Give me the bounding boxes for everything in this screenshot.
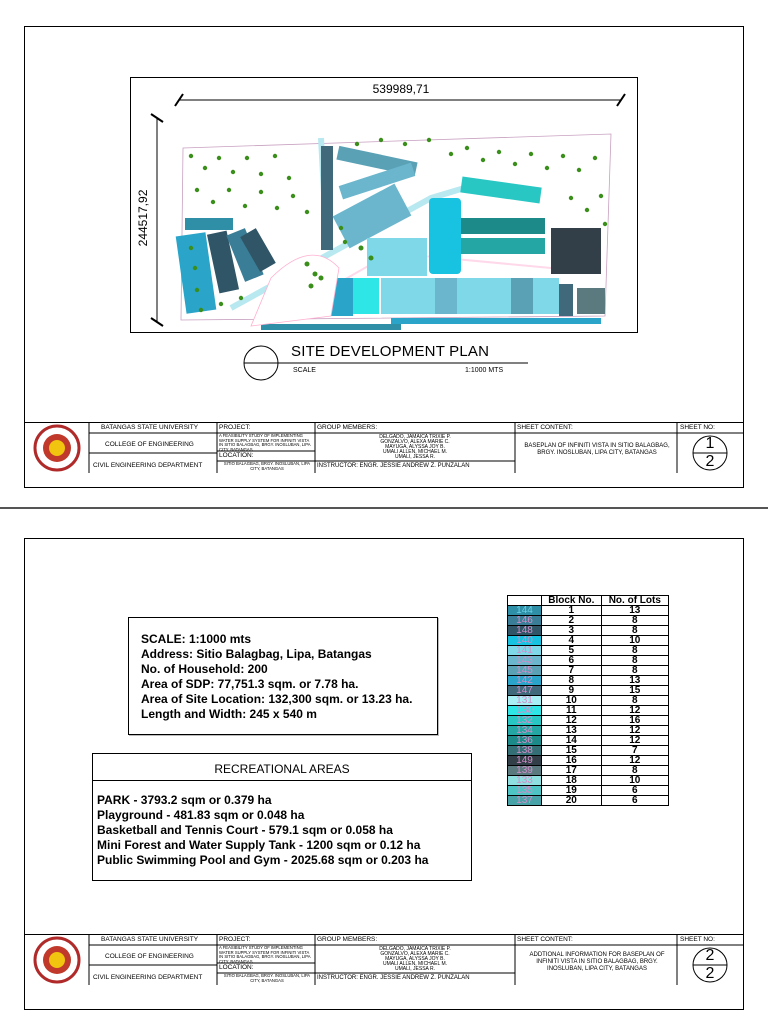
info-area-sdp: Area of SDP: 77,751.3 sqm. or 7.78 ha. — [141, 677, 359, 691]
block-number: 8 — [542, 676, 602, 686]
university-seal — [35, 426, 79, 470]
university-seal — [35, 938, 79, 982]
block-number: 13 — [542, 726, 602, 736]
block-color-swatch: 144 — [508, 606, 542, 616]
sheet-1-frame — [24, 26, 744, 488]
block-lots-table — [507, 595, 669, 806]
lot-count: 8 — [601, 646, 668, 656]
plan-title: SITE DEVELOPMENT PLAN — [291, 343, 490, 360]
member-1: DELGADO, JAMAICA TRIXIE P. — [379, 434, 451, 440]
member-3: MAYUGA, ALYSSA JOY B. — [385, 956, 445, 962]
block-row — [508, 796, 669, 806]
block-color-swatch: 132 — [508, 716, 542, 726]
lot-count: 8 — [601, 626, 668, 636]
scale-value: 1:1000 MTS — [465, 367, 504, 374]
block-number: 1 — [542, 606, 602, 616]
lot-count: 10 — [601, 776, 668, 786]
title-block — [25, 422, 743, 473]
info-area-site: Area of Site Location: 132,300 sqm. or 13.23 ha. — [141, 692, 413, 706]
member-5: UMALI, JESSA R. — [394, 966, 435, 972]
project-text: A FEASIBILITY STUDY OF IMPLEMENTING WATER SUPPLY SYSTEM FOR INFINITI VISTA IN SITIO BALAGBAG, BRGY. INOSLUBAN, LIPA CITY, BATANGAS — [219, 945, 311, 964]
location-label: LOCATION: — [219, 964, 254, 971]
member-2: GONZALVO, ALEXA MARIE C. — [380, 439, 450, 445]
block-number: 5 — [542, 646, 602, 656]
lot-count: 8 — [601, 656, 668, 666]
lot-count: 12 — [601, 706, 668, 716]
block-row — [508, 646, 669, 656]
block-row — [508, 746, 669, 756]
block-color-swatch: 147 — [508, 686, 542, 696]
lot-count: 15 — [601, 686, 668, 696]
lot-count: 13 — [601, 676, 668, 686]
block-color-swatch: 136 — [508, 736, 542, 746]
block-color-swatch: 133 — [508, 776, 542, 786]
member-2: GONZALVO, ALEXA MARIE C. — [380, 951, 450, 957]
block-row — [508, 616, 669, 626]
block-color-swatch: 142 — [508, 676, 542, 686]
block-row — [508, 716, 669, 726]
sheet-2-frame — [24, 538, 744, 1010]
sheet-total: 2 — [705, 453, 715, 470]
block-row — [508, 656, 669, 666]
block-number: 18 — [542, 776, 602, 786]
site-info-box — [128, 617, 438, 735]
block-number: 15 — [542, 746, 602, 756]
block-row — [508, 686, 669, 696]
rec-item-courts: Basketball and Tennis Court - 579.1 sqm or 0.058 ha — [97, 823, 393, 837]
block-color-swatch: 143 — [508, 656, 542, 666]
department-name: CIVIL ENGINEERING DEPARTMENT — [93, 462, 203, 469]
lot-count: 12 — [601, 726, 668, 736]
project-text: A FEASIBILITY STUDY OF IMPLEMENTING WATER SUPPLY SYSTEM FOR INFINITI VISTA IN SITIO BALAGBAG, BRGY. INOSLUBAN, LIPA CITY, BATANGAS — [219, 433, 311, 452]
lot-count: 8 — [601, 666, 668, 676]
lot-count: 13 — [601, 606, 668, 616]
info-dimensions: Length and Width: 245 x 540 m — [141, 707, 317, 721]
recreational-areas-box — [92, 753, 472, 881]
scale-label: SCALE — [293, 367, 316, 374]
sheet-number: 1 — [705, 435, 715, 452]
university-name: BATANGAS STATE UNIVERSITY — [101, 424, 199, 431]
block-row — [508, 736, 669, 746]
sheet-total: 2 — [705, 965, 715, 982]
block-color-swatch: 138 — [508, 746, 542, 756]
sheet-no-label: SHEET NO: — [680, 936, 715, 943]
location-text: SITIO BALAGBAG, BRGY. INOSLUBAN, LIPA CITY, BATANGAS — [223, 973, 311, 983]
block-row — [508, 696, 669, 706]
lot-count: 8 — [601, 696, 668, 706]
block-color-swatch: 140 — [508, 636, 542, 646]
block-row — [508, 776, 669, 786]
college-name: COLLEGE OF ENGINEERING — [105, 953, 194, 960]
block-number: 7 — [542, 666, 602, 676]
members-label: GROUP MEMBERS: — [317, 936, 378, 943]
block-color-swatch: 134 — [508, 726, 542, 736]
block-row — [508, 676, 669, 686]
site-plan-drawing — [130, 77, 638, 333]
block-color-swatch: 145 — [508, 666, 542, 676]
member-3: MAYUGA, ALYSSA JOY B. — [385, 444, 445, 450]
block-number: 3 — [542, 626, 602, 636]
sheet-content-label: SHEET CONTENT: — [517, 936, 573, 943]
lot-count: 6 — [601, 786, 668, 796]
instructor: INSTRUCTOR: ENGR. JESSIE ANDREW Z. PUNZALAN — [317, 975, 470, 981]
info-households: No. of Household: 200 — [141, 662, 268, 676]
block-color-swatch: 146 — [508, 616, 542, 626]
block-row — [508, 706, 669, 716]
lot-count: 12 — [601, 736, 668, 746]
recreational-title: RECREATIONAL AREAS — [214, 762, 350, 776]
lot-count: 7 — [601, 746, 668, 756]
member-4: UMALI ALLEN, MICHAEL M. — [383, 449, 447, 455]
department-name: CIVIL ENGINEERING DEPARTMENT — [93, 974, 203, 981]
sheet-content-label: SHEET CONTENT: — [517, 424, 573, 431]
member-1: DELGADO, JAMAICA TRIXIE P. — [379, 946, 451, 952]
block-number: 9 — [542, 686, 602, 696]
block-row — [508, 756, 669, 766]
block-color-swatch: 141 — [508, 646, 542, 656]
block-row — [508, 636, 669, 646]
site-plan-svg — [131, 78, 637, 332]
height-dimension-text: 24451​7,92 — [136, 189, 150, 247]
lot-count: 6 — [601, 796, 668, 806]
info-address: Address: Sitio Balagbag, Lipa, Batangas — [141, 647, 372, 661]
block-number: 12 — [542, 716, 602, 726]
block-number: 19 — [542, 786, 602, 796]
lot-count: 12 — [601, 756, 668, 766]
lot-count: 8 — [601, 616, 668, 626]
block-row — [508, 666, 669, 676]
rec-item-forest: Mini Forest and Water Supply Tank - 1200 sqm or 0.12 ha — [97, 838, 421, 852]
block-color-swatch: 149 — [508, 756, 542, 766]
location-text: SITIO BALAGBAG, BRGY. INOSLUBAN, LIPA CITY, BATANGAS — [223, 461, 311, 471]
header-no-lots: No. of Lots — [601, 596, 668, 606]
location-label: LOCATION: — [219, 452, 254, 459]
block-color-swatch: 131 — [508, 696, 542, 706]
block-number: 14 — [542, 736, 602, 746]
title-block — [25, 934, 743, 985]
block-row — [508, 626, 669, 636]
block-number: 10 — [542, 696, 602, 706]
members-label: GROUP MEMBERS: — [317, 424, 378, 431]
member-4: UMALI ALLEN, MICHAEL M. — [383, 961, 447, 967]
lot-count: 10 — [601, 636, 668, 646]
member-5: UMALI, JESSA R. — [394, 454, 435, 460]
university-name: BATANGAS STATE UNIVERSITY — [101, 936, 199, 943]
rec-item-pool: Public Swimming Pool and Gym - 2025.68 sqm or 0.203 ha — [97, 853, 429, 867]
block-number: 20 — [542, 796, 602, 806]
block-number: 16 — [542, 756, 602, 766]
project-label: PROJECT: — [219, 424, 251, 431]
block-row — [508, 726, 669, 736]
block-number: 17 — [542, 766, 602, 776]
block-color-swatch: 135 — [508, 786, 542, 796]
lot-count: 8 — [601, 766, 668, 776]
block-number: 11 — [542, 706, 602, 716]
block-number: 4 — [542, 636, 602, 646]
block-number: 2 — [542, 616, 602, 626]
sheet-2 — [0, 512, 768, 1024]
block-color-swatch: 139 — [508, 766, 542, 776]
project-label: PROJECT: — [219, 936, 251, 943]
instructor: INSTRUCTOR: ENGR. JESSIE ANDREW Z. PUNZALAN — [317, 463, 470, 469]
block-color-swatch: 148 — [508, 626, 542, 636]
width-dimension-text: 539989,71 — [372, 82, 430, 96]
sheet-number: 2 — [705, 947, 715, 964]
college-name: COLLEGE OF ENGINEERING — [105, 441, 194, 448]
rec-item-park: PARK - 3793.2 sqm or 0.379 ha — [97, 793, 272, 807]
info-scale: SCALE: 1:1000 mts — [141, 632, 252, 646]
rec-item-playground: Playground - 481.83 sqm or 0.048 ha — [97, 808, 305, 822]
block-number: 6 — [542, 656, 602, 666]
sheet-no-label: SHEET NO: — [680, 424, 715, 431]
lot-count: 16 — [601, 716, 668, 726]
sheet-content: ADDTIONAL INFORMATION FOR BASEPLAN OF INFINITI VISTA IN SITIO BALAGBAG, BRGY. INOSLUBAN, LIPA CITY, BATANGAS — [529, 952, 665, 972]
block-color-swatch: 137 — [508, 796, 542, 806]
block-color-swatch: 130 — [508, 706, 542, 716]
block-row — [508, 606, 669, 616]
plan-title-block — [243, 345, 533, 381]
block-row — [508, 766, 669, 776]
sheet-content: BASEPLAN OF INFINITI VISTA IN SITIO BALAGBAG, BRGY. INOSLUBAN, LIPA CITY, BATANGAS — [524, 443, 670, 456]
header-block-no: Block No. — [542, 596, 602, 606]
block-row — [508, 786, 669, 796]
